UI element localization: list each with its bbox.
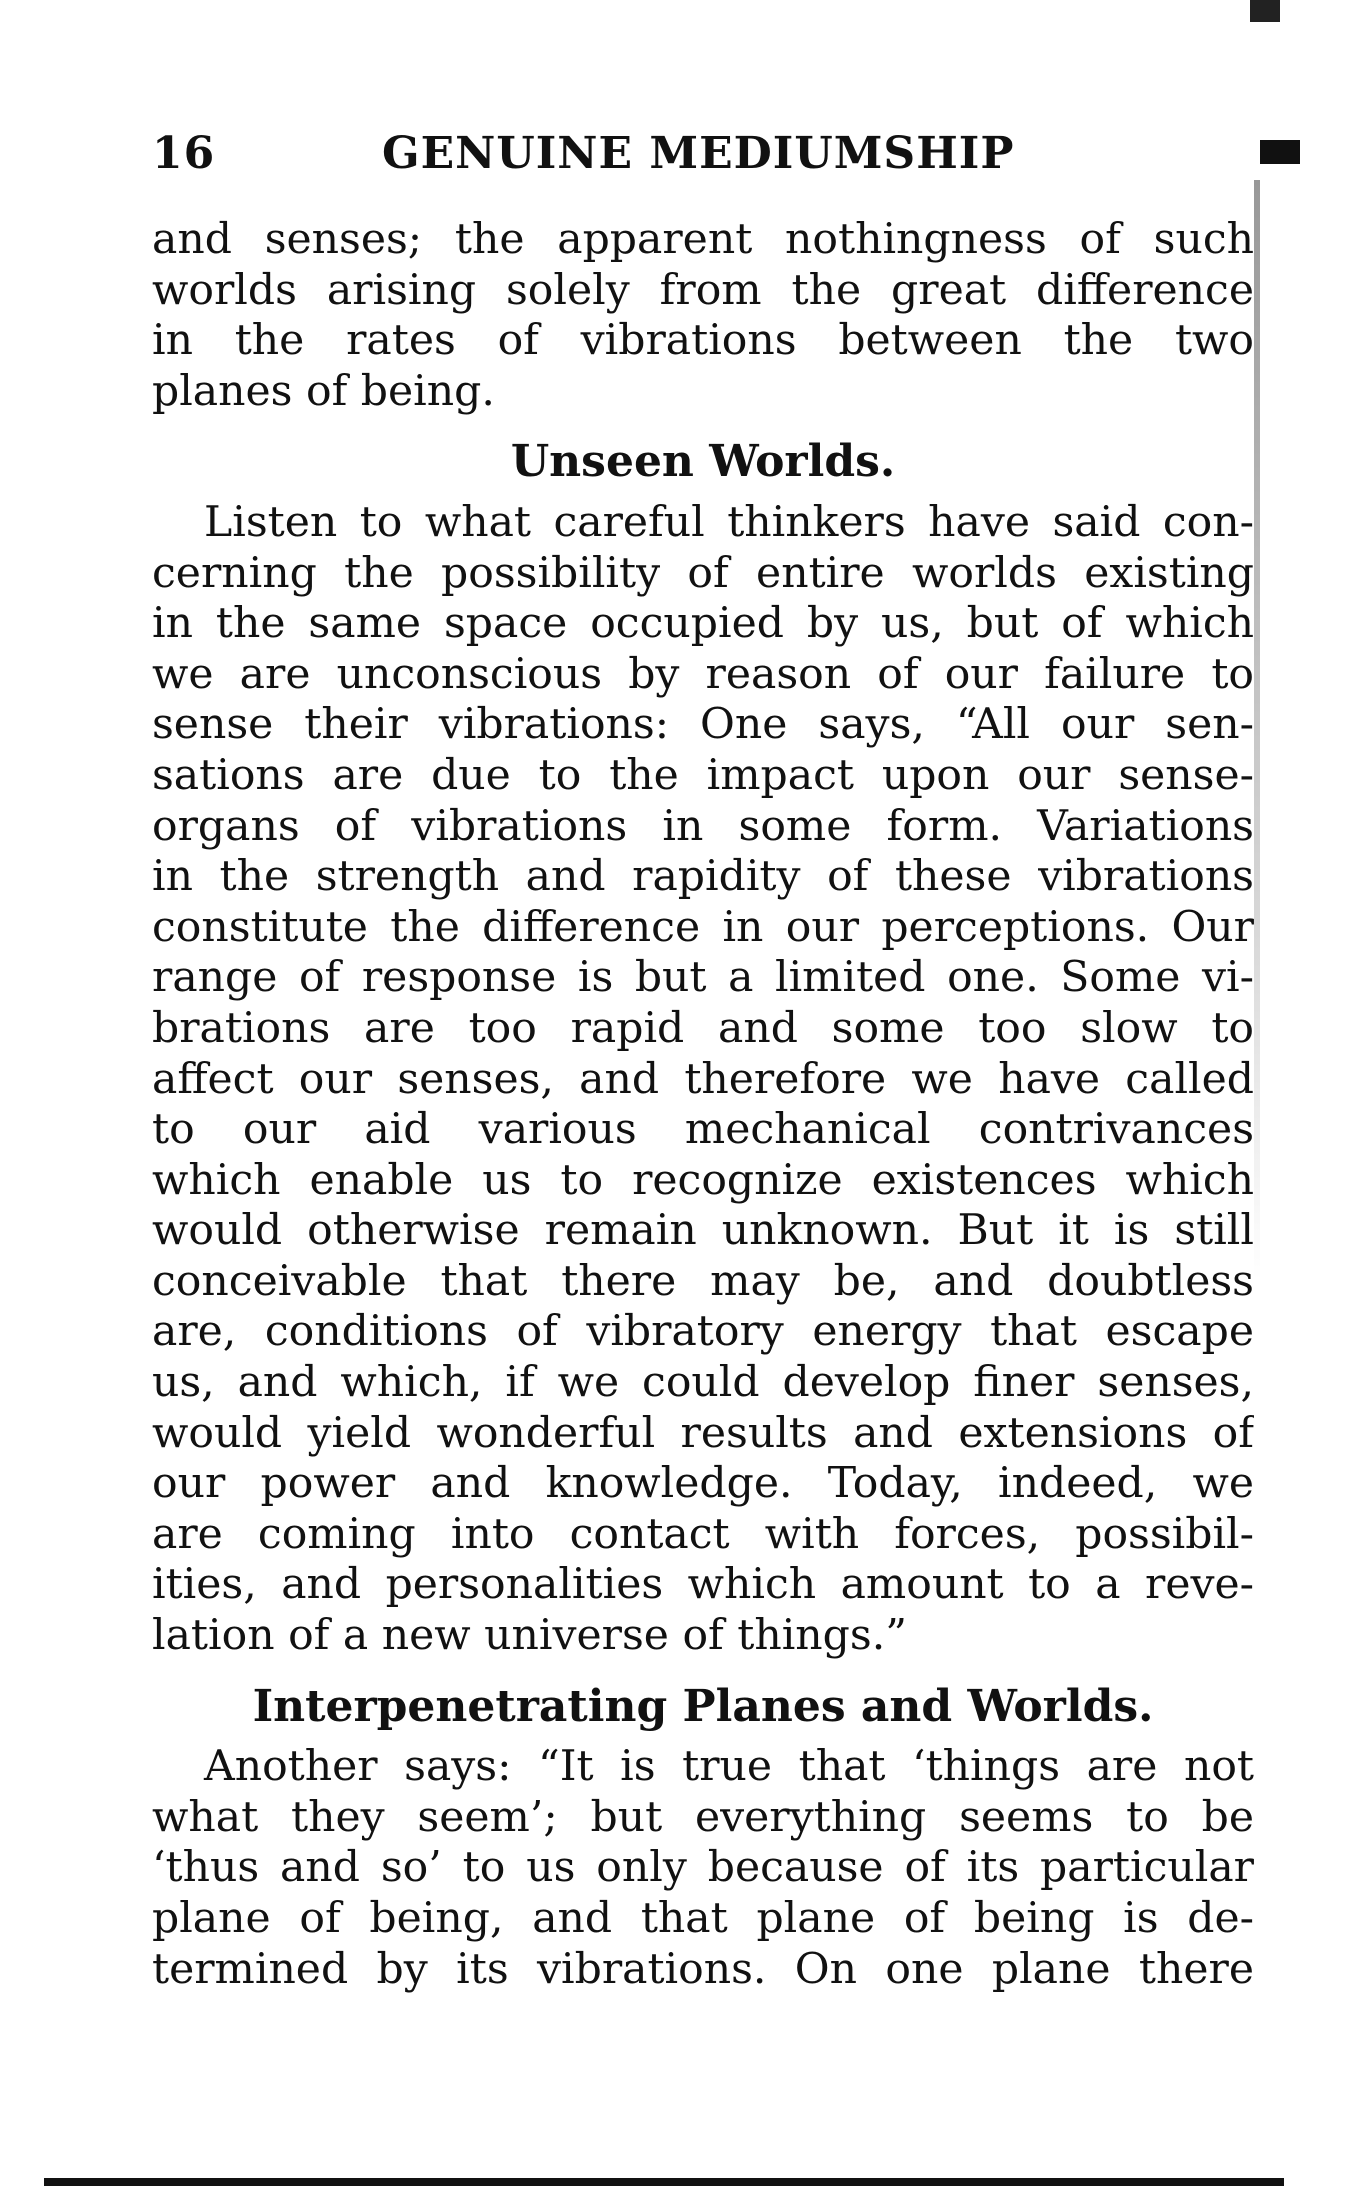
text-line: ‘thus and so’ to us only because of its particular [152,1843,1254,1893]
bottom-scan-rule [44,2178,1284,2186]
section-heading-unseen-worlds: Unseen Worlds. [510,436,896,488]
text-line: us, and which, if we could develop finer senses, [152,1358,1254,1408]
text-line: in the strength and rapidity of these vibrations [152,852,1254,902]
text-line: would yield wonderful results and extensions of [152,1408,1254,1458]
text-line: would otherwise remain unknown. But it is still [152,1206,1254,1256]
text-line: to our aid various mechanical contrivances [152,1105,1254,1155]
text-line: conceivable that there may be, and doubtless [152,1256,1254,1306]
paragraph-continuation [152,215,1254,417]
text-line: ities, and personalities which amount to a reve- [152,1560,1254,1610]
page-body [152,215,1254,1995]
text-line: worlds arising solely from the great difference [152,265,1254,315]
text-line: affect our senses, and therefore we have called [152,1054,1254,1104]
text-line: cerning the possibility of entire worlds existing [152,548,1254,598]
text-line: are, conditions of vibratory energy that escape [152,1307,1254,1357]
text-line: termined by its vibrations. On one plane there [152,1944,1254,1994]
running-title: GENUINE MEDIUMSHIP [382,128,1015,179]
scan-artifact-header [1260,140,1300,164]
paragraph-unseen-worlds [152,498,1254,1662]
text-line: which enable us to recognize existences which [152,1155,1254,1205]
scan-artifact-top [1250,0,1280,22]
text-line: in the same space occupied by us, but of which [152,599,1254,649]
text-line: in the rates of vibrations between the two [152,316,1254,366]
text-line: plane of being, and that plane of being is de- [152,1894,1254,1943]
text-line: Another says: “It is true that ‘things are not [204,1742,1254,1792]
text-line: our power and knowledge. Today, indeed, we [152,1459,1254,1509]
text-line: brations are too rapid and some too slow to [152,1003,1254,1053]
text-line: planes of being. [152,366,495,416]
text-line: sations are due to the impact upon our sense- [152,750,1254,800]
text-line: and senses; the apparent nothingness of such [152,215,1254,264]
paragraph-interpenetrating-planes [152,1742,1254,1995]
text-line: organs of vibrations in some form. Variations [152,801,1254,851]
text-line: we are unconscious by reason of our failure to [152,649,1254,699]
text-line: constitute the difference in our perceptions. Our [152,902,1254,952]
text-line: Listen to what careful thinkers have said con- [204,497,1254,547]
text-line: what they seem’; but everything seems to be [152,1792,1254,1842]
section-heading-interpenetrating-planes: Interpenetrating Planes and Worlds. [252,1680,1154,1732]
text-line: lation of a new universe of things.” [152,1611,907,1661]
page-number: 16 [152,128,216,179]
text-line: range of response is but a limited one. Some vi- [152,953,1254,1003]
running-header [152,128,1252,188]
text-line: sense their vibrations: One says, “All our sen- [152,700,1254,750]
scan-edge-shadow [1254,180,1260,1280]
text-line: are coming into contact with forces, possibil- [152,1509,1254,1559]
